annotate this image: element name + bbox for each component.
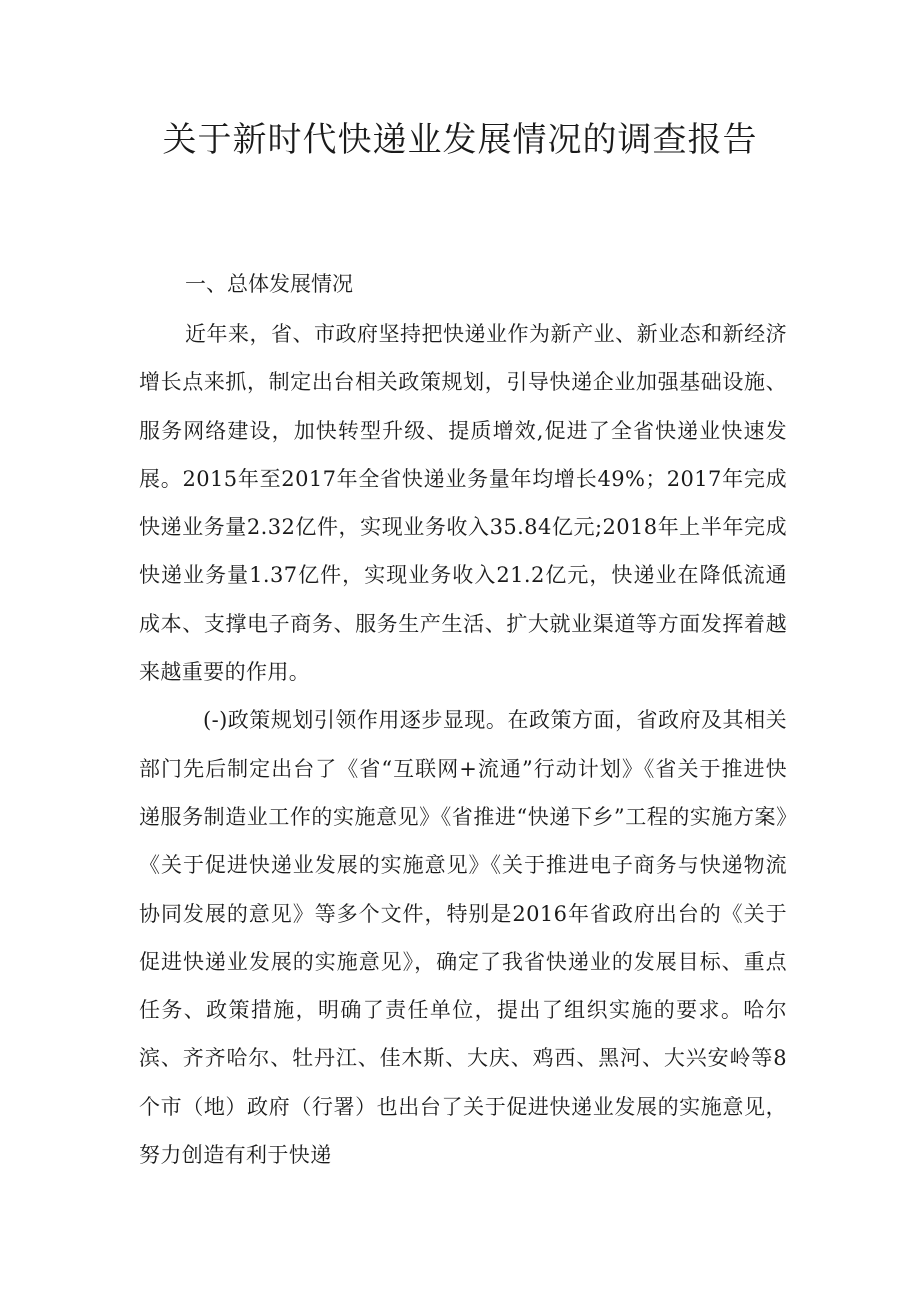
section-heading-overall: 一、总体发展情况 bbox=[185, 272, 353, 296]
document-title: 关于新时代快递业发展情况的调查报告 bbox=[162, 120, 758, 160]
paragraph-overview: 近年来，省、市政府坚持把快递业作为新产业、新业态和新经济增长点来抓，制定出台相关政策规划，引导快递企业加强基础设施、服务网络建设，加快转型升级、提质增效,促进了全省快递业快速发展。2015年至2017年全省快递业务量年均增长49%；2017年完成快递业务量2.32亿件，实现业务收入35.84亿元;2018年上半年完成快递业务量1.37亿件，实现业务收入21.2亿元，快递业在降低流通成本、支撑电子商务、服务生产生活、扩大就业渠道等方面发挥着越来越重要的作用。 bbox=[139, 322, 787, 685]
paragraph-policy: (-)政策规划引领作用逐步显现。在政策方面，省政府及其相关部门先后制定出台了《省“互联网+流通”行动计划》《省关于推进快递服务制造业工作的实施意见》《省推进“快递下乡”工程的实施方案》《关于促进快递业发展的实施意见》《关于推进电子商务与快递物流协同发展的意见》等多个文件，特别是2016年省政府出台的《关于促进快递业发展的实施意见》，确定了我省快递业的发展目标、重点任务、政策措施，明确了责任单位，提出了组织实施的要求。哈尔滨、齐齐哈尔、牡丹江、佳木斯、大庆、鸡西、黑河、大兴安岭等8个市（地）政府（行署）也出台了关于促进快递业发展的实施意见，努力创造有利于快递 bbox=[139, 708, 787, 1168]
document-body bbox=[139, 262, 787, 1179]
